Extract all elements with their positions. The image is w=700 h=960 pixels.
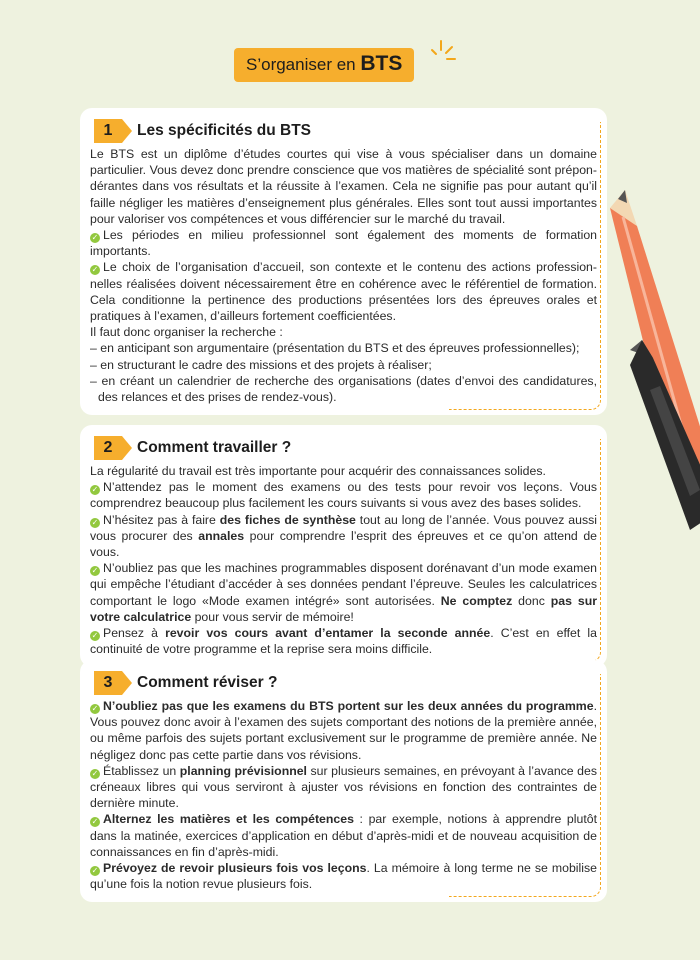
sparkle-icon bbox=[430, 36, 460, 66]
paragraph: Il faut donc organiser la recherche : bbox=[90, 325, 283, 340]
check-icon: ✓ bbox=[91, 768, 99, 778]
check-text: N’hésitez pas à faire bbox=[103, 512, 220, 527]
section-title: Comment réviser ? bbox=[137, 674, 278, 691]
section-number: 3 bbox=[94, 671, 122, 695]
check-item bbox=[90, 227, 597, 259]
section-title: Comment travailler ? bbox=[137, 439, 292, 456]
check-item bbox=[90, 860, 597, 892]
check-text: : par exemple, notions à apprendre plutôt dans la matinée, exercices d’application en début d’après-midi et de nouveau acquisition de connaissances en fin d’après-midi. bbox=[90, 812, 598, 859]
check-item bbox=[90, 698, 597, 763]
check-text-strong: Prévoyez de revoir plusieurs fois vos leçons bbox=[103, 861, 367, 876]
check-icon: ✓ bbox=[91, 233, 99, 243]
paragraph: Le BTS est un diplôme d’études courtes qui vise à vous spécialiser dans un domaine particulier. Vous devez donc prendre conscience que vos matières de spécialité sont prépondérantes dans vos résultats et la réussite à l’examen. Cela ne signifie pas pour autant qu’il faille négliger les matières d’enseignement plus générales. Elles sont tout aussi importantes pour valoriser vos compétences et vous différencier sur le marché du travail. bbox=[90, 147, 597, 226]
section-title: Les spécificités du BTS bbox=[137, 122, 311, 139]
section-header bbox=[94, 435, 597, 461]
title-prefix: S’organiser en bbox=[246, 55, 361, 74]
check-text-strong: revoir vos cours avant d’entamer la seconde année bbox=[165, 626, 491, 641]
check-text-strong: planning prévisionnel bbox=[179, 763, 307, 778]
check-text: donc bbox=[512, 593, 551, 608]
check-icon: ✓ bbox=[91, 866, 99, 876]
check-text-strong: N’oubliez pas que les examens du BTS portent sur les deux années du programme bbox=[103, 699, 594, 713]
page-title bbox=[234, 48, 414, 82]
check-text: Établissez un bbox=[103, 763, 180, 778]
check-text: . La mémoire à long terme ne se mobilise qu’une fois la notion revue plusieurs fois. bbox=[90, 861, 597, 892]
check-item bbox=[90, 560, 597, 625]
section-card-1 bbox=[80, 108, 607, 415]
check-icon: ✓ bbox=[91, 704, 99, 713]
check-icon: ✓ bbox=[91, 265, 99, 275]
page-title-badge bbox=[234, 48, 414, 82]
check-icon: ✓ bbox=[91, 517, 99, 527]
check-item bbox=[90, 479, 597, 511]
check-text: tout au long de l’année. Vous pouvez aussi vous procurer des bbox=[90, 512, 598, 543]
check-text-strong: Alternez les matières et les compétences bbox=[103, 812, 354, 827]
check-text: sur plusieurs semaines, en prévoyant à l’avance des créneaux libres qui vous serviront à ajuster vos révisions en fonction des contraintes de dernière minute. bbox=[90, 763, 597, 811]
check-text: Les périodes en milieu professionnel sont également des moments de formation importants. bbox=[90, 228, 597, 259]
check-text: Pensez à bbox=[103, 626, 166, 641]
section-header bbox=[94, 118, 597, 144]
section-number: 2 bbox=[94, 436, 122, 460]
check-text-strong: Ne comptez bbox=[440, 593, 513, 608]
check-text: Le choix de l’organisation d’accueil, son contexte et le contenu des actions professionnelles réalisées doivent nécessairement être en cohérence avec le référentiel de formation. Cela conditionne la pertinence des productions présentées lors des épreuves orales et pratiques à l’examen, d’ailleurs fortement coefficientées. bbox=[90, 260, 597, 324]
check-icon: ✓ bbox=[91, 485, 99, 495]
check-item bbox=[90, 625, 597, 657]
section-card-3 bbox=[80, 660, 607, 902]
check-icon: ✓ bbox=[91, 566, 99, 576]
check-item bbox=[90, 259, 597, 324]
check-text: pour vous servir de mémoire! bbox=[191, 609, 354, 624]
check-text: . C’est en effet la continuité de votre programme et la reprise sera moins difficile. bbox=[90, 626, 597, 657]
check-icon: ✓ bbox=[91, 631, 99, 641]
list-item: – en anticipant son argumentaire (présentation du BTS et des épreuves professionnelles); bbox=[90, 341, 580, 356]
section-body bbox=[90, 463, 597, 657]
check-item bbox=[90, 763, 597, 812]
check-text: N’oubliez pas que les machines programmables disposent dorénavant d’un mode examen qui empêche l’étudiant d’accéder à ses données pendant l’épreuve. Seules les calculatrices comportant le logo «Mode examen intégré» sont autorisées. bbox=[90, 561, 597, 608]
check-text-strong: annales bbox=[198, 528, 245, 543]
section-header bbox=[94, 670, 597, 696]
check-icon: ✓ bbox=[91, 817, 99, 827]
section-number: 1 bbox=[94, 119, 122, 143]
check-text: pour comprendre l’esprit des épreuves et ce qu’on attend de vous. bbox=[90, 528, 597, 560]
check-text-strong: pas sur votre calculatrice bbox=[90, 593, 597, 624]
check-text: N’attendez pas le moment des examens ou des tests pour revoir vos leçons. Vous comprendrez beaucoup plus facilement les cours suivants si vous avez des bases solides. bbox=[90, 480, 597, 511]
check-text-strong: des fiches de synthèse bbox=[219, 512, 356, 527]
check-item bbox=[90, 512, 597, 561]
check-item bbox=[90, 811, 597, 860]
paragraph: La régularité du travail est très importante pour acquérir des connaissances solides. bbox=[90, 464, 546, 478]
section-body bbox=[90, 698, 597, 892]
title-strong: BTS bbox=[360, 52, 403, 75]
section-body bbox=[90, 146, 597, 405]
check-text: . Vous pouvez donc avoir à l’examen des sujets comportant des notions de la première année, ou même parfois des sujets portant exclusivement sur le programme de première année. Ne négligez donc pas cette partie dans vos révisions. bbox=[90, 699, 597, 762]
list-item: – en créant un calendrier de recherche des organisations (dates d’envoi des candidatures, des relances et des prises de rendez-vous). bbox=[90, 373, 597, 405]
list-item: – en structurant le cadre des missions et des projets à réaliser; bbox=[90, 357, 432, 372]
section-card-2 bbox=[80, 425, 607, 667]
